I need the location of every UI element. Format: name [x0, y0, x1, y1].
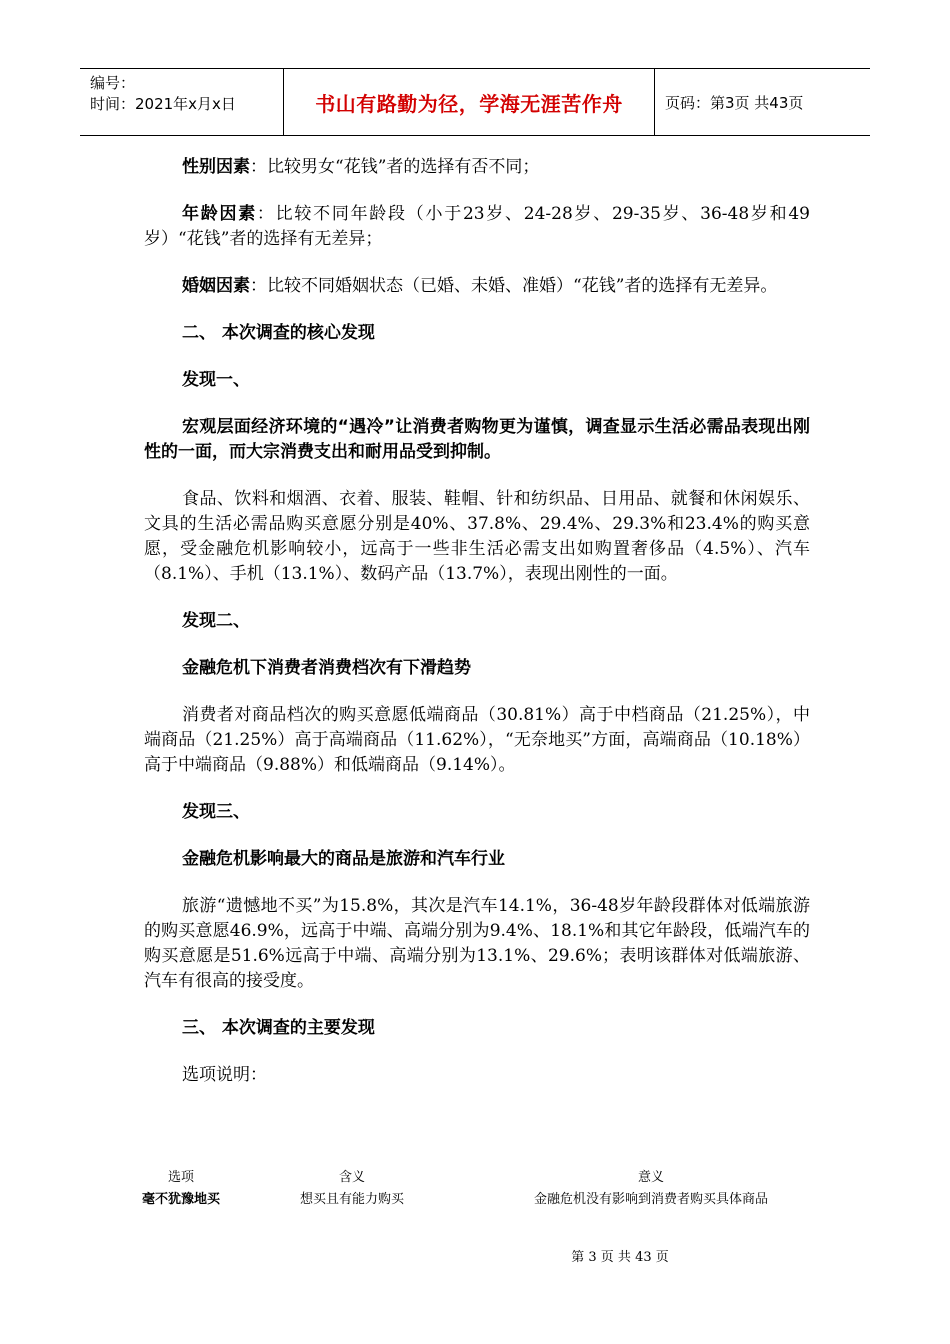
finding-two-text: 消费者对商品档次的购买意愿低端商品（30.81%）高于中档商品（21.25%），中端商品（21.25%）高于高端商品（11.62%），“无奈地买”方面，高端商品（10.18%）高于中端商品（9.88%）和低端商品（9.14%）。: [144, 705, 810, 775]
options-table: [130, 1167, 830, 1211]
finding-two-heading: 发现二、: [182, 611, 250, 631]
paragraph-gender-factor: [144, 155, 810, 180]
page-header: [80, 68, 870, 136]
footer-prefix: 第: [571, 1250, 585, 1265]
table-header-row: [130, 1167, 830, 1189]
section-heading-main-findings: 三、 本次调查的主要发现: [182, 1018, 375, 1038]
gender-factor-text: ：比较男女“花钱”者的选择有否不同；: [250, 157, 540, 177]
footer-suffix: 页: [655, 1250, 669, 1265]
gender-factor-label: 性别因素: [182, 157, 250, 177]
finding-one-text: 食品、饮料和烟酒、衣着、服装、鞋帽、针和纺织品、日用品、就餐和休闲娱乐、文具的生活必需品购买意愿分别是40%、37.8%、29.4%、29.3%和23.4%的购买意愿，受金融危机影响较小，远高于一些非生活必需支出如购置奢侈品（4.5%）、汽车（8.1%）、手机（13.1%）、数码产品（13.7%），表现出刚性的一面。: [144, 489, 810, 584]
marriage-factor-text: ：比较不同婚姻状态（已婚、未婚、准婚）“花钱”者的选择有无差异。: [250, 276, 778, 296]
footer-page-number: 3: [588, 1250, 597, 1265]
finding-one-title: 宏观层面经济环境的“遇冷”让消费者购物更为谨慎，调查显示生活必需品表现出刚性的一面，而大宗消费支出和耐用品受到抑制。: [144, 417, 810, 462]
table-header-significance: 意义: [637, 1170, 664, 1185]
age-factor-text: ：比较不同年龄段（小于23岁、24-28岁、29-35岁、36-48岁和49岁）“花钱”者的选择有无差异；: [144, 204, 810, 249]
footer-mid: 页 共: [600, 1250, 631, 1265]
document-number-label: 编号：: [90, 74, 136, 92]
table-header-option: 选项: [167, 1170, 194, 1185]
table-header-meaning: 含义: [338, 1170, 365, 1185]
footer-total-pages: 43: [635, 1250, 652, 1265]
table-cell-significance: 金融危机没有影响到消费者购买具体商品: [533, 1192, 768, 1207]
table-row: [130, 1189, 830, 1211]
finding-two-title: 金融危机下消费者消费档次有下滑趋势: [182, 658, 471, 678]
header-meta: [80, 69, 283, 135]
marriage-factor-label: 婚姻因素: [182, 276, 250, 296]
page-footer: [0, 1246, 950, 1265]
age-factor-label: 年龄因素: [182, 204, 257, 224]
table-cell-meaning: 想买且有能力购买: [299, 1192, 404, 1207]
header-page-info: 页码：第3页 共43页: [665, 93, 804, 112]
paragraph-marriage-factor: [144, 274, 810, 299]
section-heading-core-findings: 二、 本次调查的核心发现: [182, 323, 375, 343]
table-cell-option: 毫不犹豫地买: [141, 1192, 220, 1207]
paragraph-age-factor: [144, 202, 810, 252]
finding-three-title: 金融危机影响最大的商品是旅游和汽车行业: [182, 849, 505, 869]
finding-one-heading: 发现一、: [182, 370, 250, 390]
document-body: [144, 155, 810, 1110]
document-time: 时间：2021年x月x日: [90, 95, 236, 113]
finding-three-text: 旅游“遗憾地不买”为15.8%，其次是汽车14.1%，36-48岁年龄段群体对低端旅游的购买意愿46.9%，远高于中端、高端分别为9.4%、18.1%和其它年龄段，低端汽车的购买意愿是51.6%远高于中端、高端分别为13.1%、29.6%；表明该群体对低端旅游、汽车有很高的接受度。: [144, 896, 810, 991]
options-intro: 选项说明：: [182, 1065, 267, 1085]
finding-three-heading: 发现三、: [182, 802, 250, 822]
header-motto: 书山有路勤为径，学海无涯苦作舟: [283, 69, 655, 135]
